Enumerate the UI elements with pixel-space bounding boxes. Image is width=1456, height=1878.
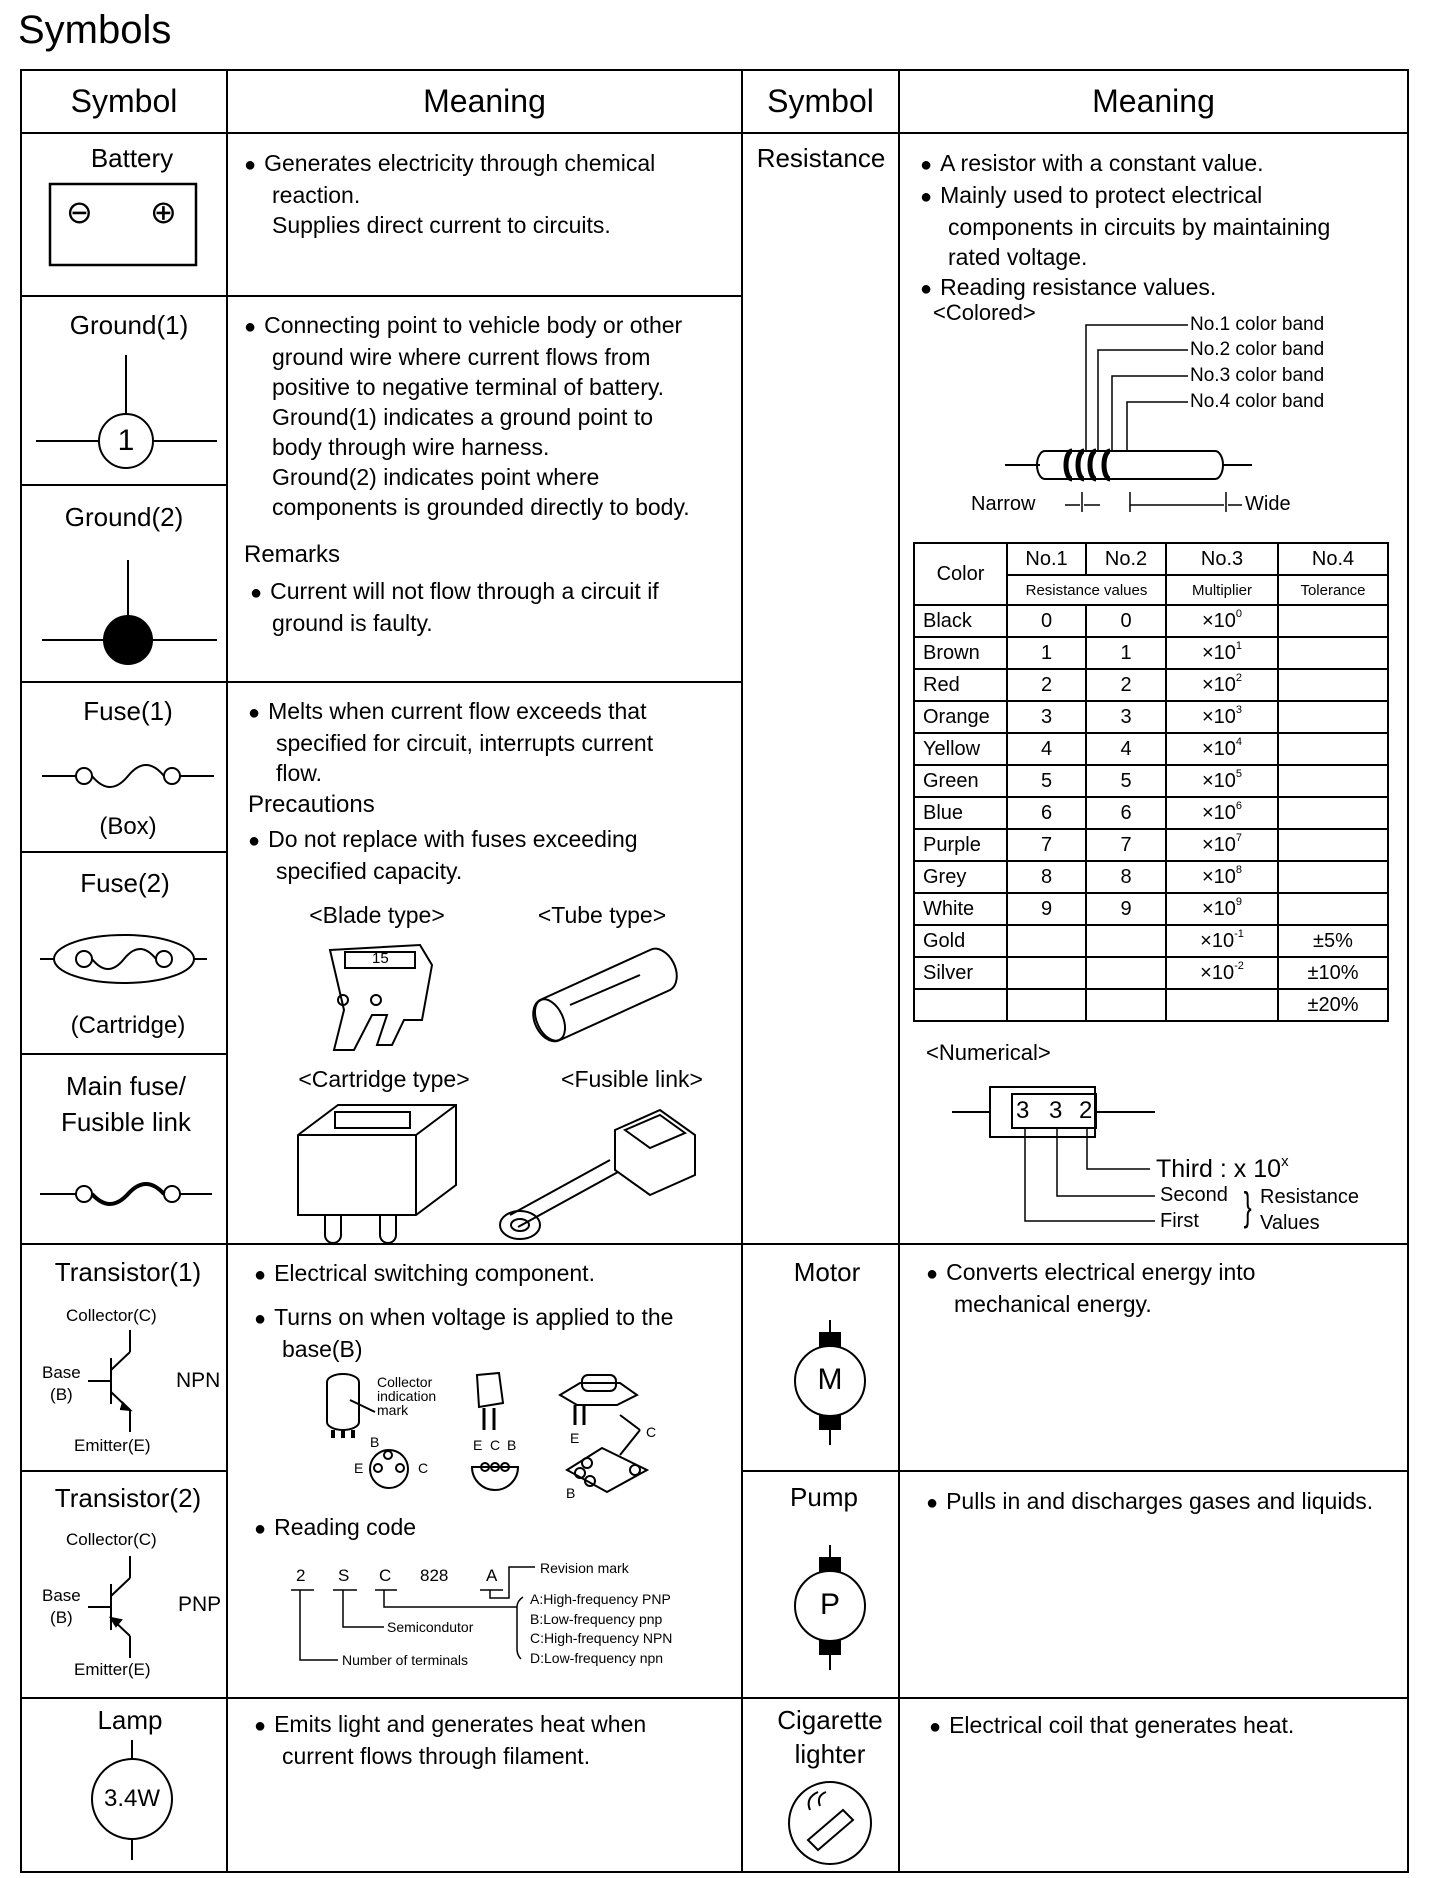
multiplier-value (1166, 669, 1278, 701)
color-name: Green (914, 765, 1007, 797)
resistance-line: components in circuits by maintaining (948, 214, 1331, 240)
transistor-line: ● Electrical switching component. (254, 1258, 673, 1290)
motor-line: mechanical energy. (954, 1291, 1152, 1317)
ground-line: ● Connecting point to vehicle body or other (244, 310, 690, 342)
tolerance-value (1278, 733, 1388, 765)
third-text: Third : x 10 (1156, 1155, 1282, 1183)
mark-line: indication (377, 1388, 437, 1404)
tolerance-value: ±20% (1278, 989, 1388, 1021)
transistor1-npn: NPN (176, 1369, 221, 1392)
digit1-value: 7 (1007, 829, 1086, 861)
header-symbol-left: Symbol (20, 69, 228, 134)
band-label: No.4 color band (1190, 391, 1325, 412)
multiplier-base: ×10 (1200, 961, 1235, 984)
multiplier-value (1166, 861, 1278, 893)
color-name: Blue (914, 797, 1007, 829)
band-label: No.2 color band (1190, 339, 1325, 360)
base-text: Base (42, 1363, 81, 1382)
resistance-values-label (1260, 1184, 1359, 1236)
transistor1-label: Transistor(1) (54, 1257, 202, 1287)
transistor1-collector: Collector(C) (66, 1306, 157, 1325)
mark-line: mark (377, 1402, 409, 1418)
multiplier-value (1166, 765, 1278, 797)
pump-letter: P (819, 1588, 841, 1621)
tolerance-value (1278, 861, 1388, 893)
multiplier-base: ×10 (1201, 641, 1236, 664)
header-meaning-right: Meaning (898, 69, 1409, 134)
col-no2: No.2 (1086, 543, 1166, 575)
transistor-line: ● Turns on when voltage is applied to the (254, 1302, 673, 1334)
col-color: Color (914, 543, 1007, 605)
table-row (914, 989, 1388, 1021)
battery-meaning (244, 148, 655, 240)
res-line: Values (1260, 1212, 1320, 1234)
multiplier-value (1166, 637, 1278, 669)
multiplier-exponent: 4 (1235, 735, 1243, 748)
digit2-value: 5 (1086, 765, 1166, 797)
color-name: Grey (914, 861, 1007, 893)
pump-label: Pump (790, 1482, 858, 1512)
transistor2-emitter: Emitter(E) (74, 1660, 151, 1679)
multiplier-exponent: 5 (1235, 767, 1243, 780)
resistance-meaning (920, 148, 1330, 304)
multiplier-exponent: 8 (1235, 863, 1243, 876)
ground-line: Ground(1) indicates a ground point to (272, 404, 654, 430)
digit1-value: 5 (1007, 765, 1086, 797)
multiplier-exponent: 0 (1235, 607, 1243, 620)
numerical-digit: 3 (1016, 1097, 1030, 1124)
multiplier-value (1166, 925, 1278, 957)
pin-c: C (418, 1460, 429, 1476)
page-title: Symbols (18, 8, 172, 52)
fuse-line: ● Melts when current flow exceeds that (248, 696, 653, 728)
digit2-value: 0 (1086, 605, 1166, 637)
multiplier-value (1166, 829, 1278, 861)
tolerance-value (1278, 637, 1388, 669)
color-name: Black (914, 605, 1007, 637)
type-line: C:High-frequency NPN (530, 1630, 673, 1646)
lighter-label-line2: lighter (794, 1739, 866, 1769)
multiplier-base: ×10 (1201, 897, 1236, 920)
transistor1-base (42, 1362, 81, 1406)
color-name (914, 989, 1007, 1021)
ground-line: body through wire harness. (272, 434, 550, 460)
motor-meaning (926, 1257, 1255, 1319)
transistor-meaning (254, 1258, 673, 1364)
motor-letter: M (817, 1363, 843, 1396)
cell-resistance-symbol (741, 132, 900, 1245)
transistor1-emitter: Emitter(E) (74, 1436, 151, 1455)
code-digit: S (338, 1566, 350, 1585)
lamp-label: Lamp (97, 1705, 163, 1735)
transistor2-label: Transistor(2) (54, 1483, 202, 1513)
pin-e: E (473, 1437, 483, 1453)
resistance-line: rated voltage. (948, 244, 1088, 270)
battery-label: Battery (90, 143, 174, 173)
color-code-rows (914, 605, 1388, 1021)
second-label: Second (1160, 1184, 1228, 1206)
band-label: No.1 color band (1190, 314, 1325, 335)
multiplier-value (1166, 893, 1278, 925)
multiplier-value (1166, 701, 1278, 733)
multiplier-base: ×10 (1201, 833, 1236, 856)
digit2-value: 1 (1086, 637, 1166, 669)
digit1-value: 8 (1007, 861, 1086, 893)
table-row (914, 925, 1388, 957)
transistor2-collector: Collector(C) (66, 1530, 157, 1549)
tolerance-value (1278, 605, 1388, 637)
fusible-link-label: <Fusible link> (561, 1066, 703, 1092)
blade-rating: 15 (372, 950, 389, 967)
ground1-label: Ground(1) (69, 310, 189, 340)
table-row (914, 861, 1388, 893)
multiplier-base: ×10 (1201, 865, 1236, 888)
ground-line: components is grounded directly to body. (272, 494, 690, 520)
digit2-value: 3 (1086, 701, 1166, 733)
multiplier-exponent: -1 (1234, 927, 1244, 940)
multiplier-exponent: 9 (1235, 895, 1243, 908)
resistance-label: Resistance (756, 143, 886, 173)
blade-type-label: <Blade type> (309, 902, 445, 928)
multiplier-base: ×10 (1201, 705, 1236, 728)
digit1-value (1007, 989, 1086, 1021)
digit2-value: 7 (1086, 829, 1166, 861)
multiplier-value (1166, 797, 1278, 829)
lighter-label (777, 1703, 883, 1771)
brace-icon: } (1243, 1185, 1252, 1229)
digit2-value: 4 (1086, 733, 1166, 765)
tolerance-value (1278, 765, 1388, 797)
third-exponent: x (1281, 1153, 1289, 1170)
mark-line: Collector (377, 1374, 433, 1390)
code-digit: 828 (420, 1566, 449, 1585)
tolerance-value (1278, 701, 1388, 733)
digit2-value (1086, 925, 1166, 957)
pump-meaning (926, 1486, 1373, 1518)
battery-line: Supplies direct current to circuits. (272, 212, 611, 238)
multiplier-base: ×10 (1200, 929, 1235, 952)
numerical-digit: 3 (1049, 1097, 1063, 1124)
transistor-line: base(B) (282, 1336, 363, 1362)
digit2-value: 2 (1086, 669, 1166, 701)
fuse2-label: Fuse(2) (80, 868, 170, 898)
table-row (914, 637, 1388, 669)
col-resistance-values: Resistance values (1007, 575, 1166, 605)
ground-line: positive to negative terminal of battery. (272, 374, 665, 400)
precaution-line: specified capacity. (276, 858, 463, 884)
tolerance-value (1278, 669, 1388, 701)
colored-heading: <Colored> (933, 300, 1036, 325)
remark-line: ● Current will not flow through a circuit if (244, 576, 690, 608)
battery-line: ● Generates electricity through chemical (244, 148, 655, 180)
terminals-label: Number of terminals (342, 1652, 469, 1668)
lamp-line: ● Emits light and generates heat when (254, 1709, 646, 1741)
tube-type-label: <Tube type> (537, 902, 667, 928)
tolerance-value: ±5% (1278, 925, 1388, 957)
narrow-label: Narrow (971, 493, 1036, 515)
type-line: B:Low-frequency pnp (530, 1610, 663, 1627)
main-fuse-label-line1: Main fuse/ (66, 1071, 186, 1101)
lighter-meaning (929, 1710, 1294, 1742)
code-digit: 2 (296, 1566, 306, 1585)
multiplier-value (1166, 957, 1278, 989)
third-label (1156, 1155, 1289, 1184)
battery-minus-icon: ⊖ (66, 194, 93, 230)
pin-b: B (507, 1437, 517, 1453)
main-fuse-label (61, 1068, 191, 1140)
multiplier-value (1166, 605, 1278, 637)
ground2-label: Ground(2) (64, 502, 184, 532)
battery-line: reaction. (272, 182, 361, 208)
base-b-text: (B) (50, 1608, 73, 1627)
precautions-heading: Precautions (248, 791, 375, 818)
base-b-text: (B) (50, 1385, 73, 1404)
frequency-types (530, 1590, 672, 1668)
pin-b: B (370, 1434, 380, 1450)
multiplier-exponent: 7 (1235, 831, 1243, 844)
res-line: Resistance (1260, 1186, 1359, 1208)
multiplier-exponent: 6 (1235, 799, 1243, 812)
lamp-line: current flows through filament. (282, 1743, 591, 1769)
table-row (914, 701, 1388, 733)
pin-c: C (490, 1437, 501, 1453)
base-text: Base (42, 1586, 81, 1605)
multiplier-base: ×10 (1201, 609, 1236, 632)
multiplier-base: ×10 (1201, 801, 1236, 824)
digit1-value: 6 (1007, 797, 1086, 829)
numerical-heading: <Numerical> (926, 1040, 1051, 1065)
semiconductor-label: Semicondutor (387, 1619, 474, 1635)
resistance-line: ● Mainly used to protect electrical (920, 180, 1330, 212)
collector-mark-label (377, 1375, 436, 1417)
ground1-number: 1 (117, 424, 135, 457)
digit1-value: 0 (1007, 605, 1086, 637)
digit1-value (1007, 957, 1086, 989)
numerical-digit: 2 (1079, 1097, 1093, 1124)
fuse2-sublabel: (Cartridge) (70, 1012, 186, 1039)
col-no1: No.1 (1007, 543, 1086, 575)
table-row (914, 605, 1388, 637)
multiplier-base: ×10 (1201, 737, 1236, 760)
fuse1-label: Fuse(1) (83, 696, 173, 726)
fuse-line: flow. (276, 760, 323, 786)
wide-label: Wide (1245, 493, 1291, 515)
color-name: Gold (914, 925, 1007, 957)
table-row (914, 797, 1388, 829)
transistor2-base (42, 1585, 81, 1629)
col-tolerance: Tolerance (1278, 575, 1388, 605)
digit1-value: 1 (1007, 637, 1086, 669)
color-name: Orange (914, 701, 1007, 733)
header-meaning-left: Meaning (226, 69, 743, 134)
multiplier-exponent: -2 (1234, 959, 1244, 972)
table-row (914, 733, 1388, 765)
digit2-value (1086, 957, 1166, 989)
multiplier-exponent: 3 (1235, 703, 1243, 716)
resistance-line: ● Reading resistance values. (920, 272, 1330, 304)
digit1-value: 9 (1007, 893, 1086, 925)
fuse-meaning (248, 696, 653, 886)
type-line: A:High-frequency PNP (530, 1591, 671, 1607)
type-line: D:Low-frequency npn (530, 1649, 664, 1666)
motor-line: ● Converts electrical energy into (926, 1257, 1255, 1289)
digit2-value: 9 (1086, 893, 1166, 925)
pin-e: E (354, 1460, 364, 1476)
lamp-rating: 3.4W (103, 1785, 161, 1812)
code-digit: A (486, 1566, 498, 1585)
pin-b: B (566, 1485, 576, 1501)
digit2-value: 6 (1086, 797, 1166, 829)
fuse1-sublabel: (Box) (99, 813, 157, 840)
code-digit: C (379, 1566, 392, 1585)
header-symbol-right: Symbol (741, 69, 900, 134)
table-row (914, 957, 1388, 989)
battery-plus-icon: ⊕ (150, 194, 177, 230)
tolerance-value (1278, 829, 1388, 861)
color-name: White (914, 893, 1007, 925)
precaution-line: ● Do not replace with fuses exceeding (248, 824, 653, 856)
tolerance-value: ±10% (1278, 957, 1388, 989)
col-no4: No.4 (1278, 543, 1388, 575)
multiplier-exponent: 1 (1235, 639, 1243, 652)
table-row (914, 893, 1388, 925)
color-code-table (913, 542, 1389, 1022)
ground-line: Ground(2) indicates point where (272, 464, 600, 490)
multiplier-value (1166, 989, 1278, 1021)
resistance-line: ● A resistor with a constant value. (920, 148, 1330, 180)
tolerance-value (1278, 797, 1388, 829)
ground-line: ground wire where current flows from (272, 344, 651, 370)
digit1-value: 2 (1007, 669, 1086, 701)
table-row (914, 829, 1388, 861)
digit1-value: 3 (1007, 701, 1086, 733)
multiplier-value (1166, 733, 1278, 765)
table-row (914, 765, 1388, 797)
pump-line: ● Pulls in and discharges gases and liquids. (926, 1486, 1373, 1518)
digit1-value: 4 (1007, 733, 1086, 765)
tolerance-value (1278, 893, 1388, 925)
multiplier-base: ×10 (1201, 769, 1236, 792)
cartridge-type-label: <Cartridge type> (298, 1066, 470, 1092)
ground-meaning (244, 310, 690, 638)
digit2-value (1086, 989, 1166, 1021)
fuse-line: specified for circuit, interrupts current (276, 730, 654, 756)
color-name: Red (914, 669, 1007, 701)
pin-e: E (570, 1430, 580, 1446)
color-name: Purple (914, 829, 1007, 861)
table-row (914, 669, 1388, 701)
main-fuse-label-line2: Fusible link (60, 1107, 192, 1137)
color-name: Yellow (914, 733, 1007, 765)
color-name: Brown (914, 637, 1007, 669)
multiplier-exponent: 2 (1235, 671, 1243, 684)
band-label: No.3 color band (1190, 365, 1325, 386)
digit1-value (1007, 925, 1086, 957)
lighter-line: ● Electrical coil that generates heat. (929, 1710, 1294, 1742)
pin-c: C (646, 1424, 657, 1440)
multiplier-base: ×10 (1201, 673, 1236, 696)
motor-label: Motor (793, 1257, 861, 1287)
remark-line: ground is faulty. (272, 610, 433, 636)
first-label: First (1160, 1210, 1199, 1232)
digit2-value: 8 (1086, 861, 1166, 893)
lamp-meaning (254, 1709, 646, 1771)
color-name: Silver (914, 957, 1007, 989)
reading-code-heading: ● Reading code (254, 1512, 416, 1544)
lighter-label-line1: Cigarette (777, 1705, 883, 1735)
col-multiplier: Multiplier (1166, 575, 1278, 605)
remarks-heading: Remarks (244, 541, 341, 568)
revision-mark-label: Revision mark (540, 1560, 629, 1576)
transistor2-pnp: PNP (178, 1593, 222, 1616)
col-no3: No.3 (1166, 543, 1278, 575)
